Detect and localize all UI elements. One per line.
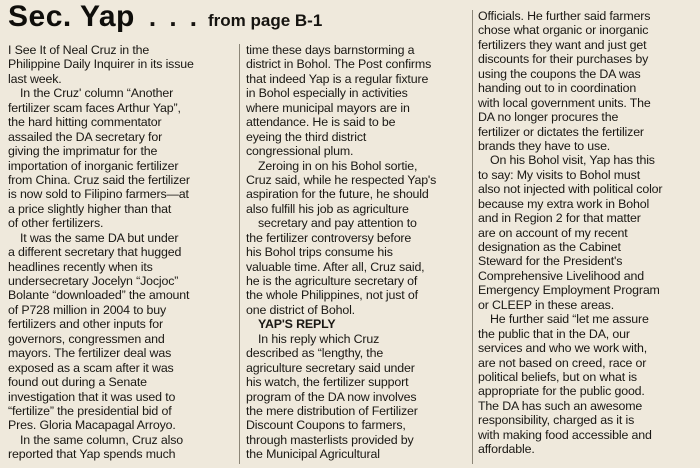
text-line: Comprehensive Livelihood and bbox=[478, 268, 644, 283]
text-line: the hard hitting commentator bbox=[8, 115, 162, 130]
text-line: his Bohol trips consume his bbox=[246, 245, 393, 260]
text-line: he is the agriculture secretary of bbox=[246, 274, 418, 288]
text-line: Steward for the President's bbox=[478, 254, 623, 269]
text-line: also fulfill his job as agriculture bbox=[246, 201, 409, 216]
text-line: the Municipal Agricultural bbox=[246, 447, 380, 462]
text-line: fertilizers and other inputs for bbox=[8, 317, 163, 332]
text-line: giving the imprimatur for the bbox=[8, 144, 158, 159]
text-line: district in Bohol. The Post confirms bbox=[246, 57, 432, 72]
text-line: exposed as a scam after it was bbox=[8, 360, 174, 375]
text-line: congressional plum. bbox=[246, 144, 354, 159]
text-line: brands they have to use. bbox=[478, 138, 611, 153]
text-line: are not based on creed, race or bbox=[478, 355, 647, 370]
section-subhead: YAP'S REPLY bbox=[258, 317, 336, 332]
text-line: “fertilize” the presidential bid of bbox=[8, 403, 172, 418]
text-line: chose what organic or inorganic bbox=[478, 23, 649, 38]
headline-ellipsis: . . . bbox=[148, 2, 200, 32]
text-line: DA no longer procures the bbox=[478, 110, 619, 125]
column-divider bbox=[472, 10, 473, 464]
text-line: found out during a Senate bbox=[8, 375, 147, 390]
text-line: affordable. bbox=[478, 442, 535, 457]
text-line: In his reply which Cruz bbox=[258, 331, 380, 346]
text-line: the mere distribution of Fertilizer bbox=[246, 403, 418, 418]
text-line: Emergency Employment Program bbox=[478, 283, 660, 298]
text-line: discounts for their purchases by bbox=[478, 52, 649, 67]
article-column-2 bbox=[246, 43, 466, 462]
text-line: fertilizers they want and just get bbox=[478, 37, 647, 52]
text-line: a different secretary that hugged bbox=[8, 245, 182, 260]
text-line: political beliefs, but on what is bbox=[478, 369, 637, 384]
text-line: the fertilizer controversy before bbox=[246, 230, 412, 245]
text-line: or CLEEP in these areas. bbox=[478, 297, 614, 312]
text-line: appropriate for the public good. bbox=[478, 384, 645, 399]
text-line: of other fertilizers. bbox=[8, 216, 104, 231]
text-line: Bolante “downloaded” the amount bbox=[8, 288, 190, 303]
text-line: I See It of Neal Cruz in the bbox=[8, 43, 150, 57]
headline-title: Sec. Yap bbox=[8, 0, 135, 33]
text-line: fertilizer or dictates the fertilizer bbox=[478, 124, 644, 139]
text-line: In the Cruz' column “Another bbox=[20, 86, 174, 101]
text-line: in Bohol especially in activities bbox=[246, 86, 408, 101]
text-line: Discount Coupons to farmers, bbox=[246, 418, 406, 433]
text-line: handing out to in coordination bbox=[478, 81, 637, 96]
text-line: assailed the DA secretary for bbox=[8, 129, 163, 144]
text-line: Cruz said, while he respected Yap's bbox=[246, 172, 437, 187]
text-line: described as “lengthy, the bbox=[246, 346, 384, 361]
text-line: time these days barnstorming a bbox=[246, 43, 415, 57]
text-line: is now sold to Filipino farmers—at bbox=[8, 187, 189, 202]
text-line: fertilizer scam faces Arthur Yap”, bbox=[8, 100, 181, 115]
text-line: eyeing the third district bbox=[246, 129, 367, 144]
text-line: one district of Bohol. bbox=[246, 302, 355, 317]
text-line: with local government units. The bbox=[478, 95, 651, 110]
text-line: The DA has such an awesome bbox=[478, 398, 643, 413]
text-line: valuable time. After all, Cruz said, bbox=[246, 259, 425, 274]
headline-continuation: from page B-1 bbox=[208, 11, 323, 30]
text-line: aspiration for the future, he should bbox=[246, 187, 429, 202]
text-line: to say: My visits to Bohol must bbox=[478, 167, 640, 182]
text-line: He further said “let me assure bbox=[490, 312, 649, 327]
text-line: using the coupons the DA was bbox=[478, 66, 641, 81]
text-line: through masterlists provided by bbox=[246, 432, 414, 447]
text-line: Pres. Gloria Macapagal Arroyo. bbox=[8, 418, 176, 433]
text-line: In the same column, Cruz also bbox=[20, 432, 183, 447]
text-line: Philippine Daily Inquirer in its issue bbox=[8, 57, 194, 72]
article-column-1 bbox=[8, 43, 234, 462]
text-line: It was the same DA but under bbox=[20, 230, 179, 245]
text-line: headlines recently when its bbox=[8, 259, 153, 274]
text-line: undersecretary Jocelyn “Jocjoc” bbox=[8, 274, 179, 288]
column-divider bbox=[239, 44, 240, 464]
text-line: with making food accessible and bbox=[478, 427, 652, 442]
text-line: from China. Cruz said the fertilizer bbox=[8, 172, 190, 187]
article-column-3 bbox=[478, 9, 694, 457]
text-line: of P728 million in 2004 to buy bbox=[8, 302, 167, 317]
text-line: are on account of my recent bbox=[478, 225, 628, 240]
text-line: services and who we work with, bbox=[478, 341, 648, 356]
text-line: reported that Yap spends much bbox=[8, 447, 176, 462]
text-line: agriculture secretary said under bbox=[246, 360, 415, 375]
text-line: because my extra work in Bohol bbox=[478, 196, 650, 211]
article-headline bbox=[8, 0, 468, 40]
text-line: last week. bbox=[8, 71, 62, 86]
text-line: secretary and pay attention to bbox=[258, 216, 417, 231]
text-line: mayors. The fertilizer deal was bbox=[8, 346, 172, 361]
text-line: the whole Philippines, not just of bbox=[246, 288, 418, 303]
text-line: his watch, the fertilizer support bbox=[246, 375, 409, 390]
text-line: Officials. He further said farmers bbox=[478, 9, 651, 23]
text-line: program of the DA now involves bbox=[246, 389, 417, 404]
text-line: Zeroing in on his Bohol sortie, bbox=[258, 158, 418, 173]
text-line: that indeed Yap is a regular fixture bbox=[246, 71, 429, 86]
text-line: also not injected with political color bbox=[478, 182, 663, 197]
text-line: where municipal mayors are in bbox=[246, 100, 410, 115]
text-line: attendance. He is said to be bbox=[246, 115, 396, 130]
text-line: a price slightly higher than that bbox=[8, 201, 172, 216]
text-line: investigation that it was used to bbox=[8, 389, 176, 404]
text-line: On his Bohol visit, Yap has this bbox=[490, 153, 655, 168]
text-line: the public that in the DA, our bbox=[478, 326, 630, 341]
text-line: governors, congressmen and bbox=[8, 331, 165, 346]
text-line: and in Region 2 for that matter bbox=[478, 211, 641, 226]
text-line: designation as the Cabinet bbox=[478, 240, 621, 254]
text-line: importation of inorganic fertilizer bbox=[8, 158, 179, 173]
text-line: responsibility, charged as it is bbox=[478, 413, 635, 428]
